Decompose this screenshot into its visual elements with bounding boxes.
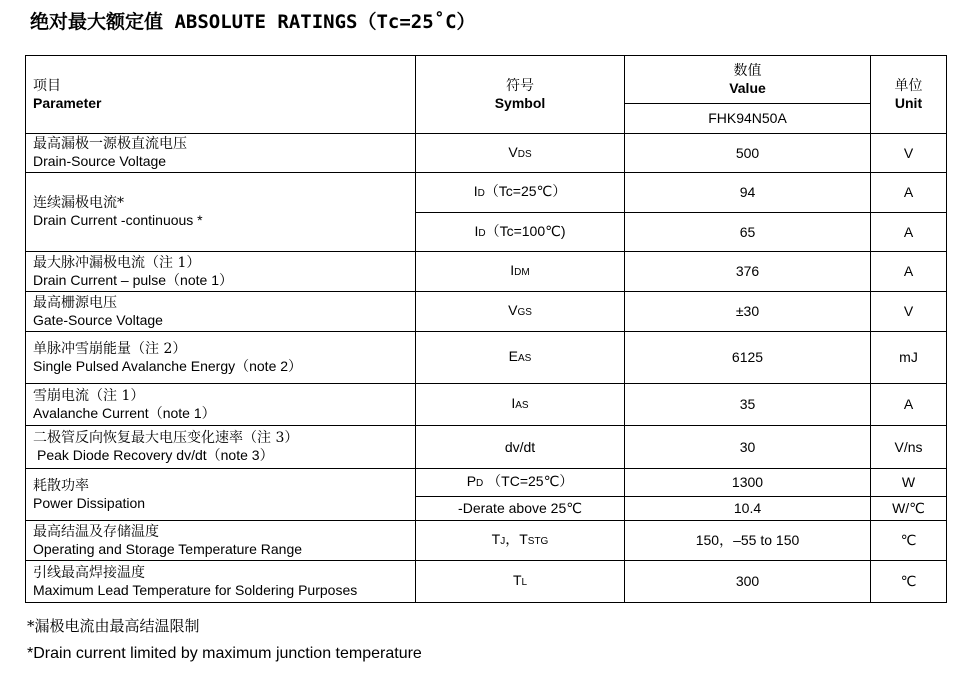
param-name-en: Drain Current -continuous * (33, 212, 203, 228)
table-row (26, 332, 947, 384)
header-value-en: Value (729, 79, 766, 96)
symbol-cell: TJ，TSTG (416, 521, 625, 561)
param-name-en: Power Dissipation (33, 494, 146, 511)
param-name-en: Drain Current – pulse（note 1） (33, 271, 233, 288)
absolute-ratings-table (25, 55, 947, 603)
param-name-en: Single Pulsed Avalanche Energy（note 2） (33, 357, 303, 374)
symbol-cell: VDS (416, 134, 625, 173)
value-cell: 376 (625, 252, 871, 292)
unit-cell: A (871, 213, 947, 252)
header-symbol-zh: 符号 (506, 77, 534, 94)
param-name-en: Maximum Lead Temperature for Soldering Purposes (33, 581, 358, 598)
param-name-zh: 连续漏极电流* (33, 195, 124, 211)
footnote-en: *Drain current limited by maximum junction temperature (27, 645, 422, 662)
param-name-zh: 雪崩电流（注 1） (33, 387, 145, 404)
symbol-cell: EAS (416, 332, 625, 384)
param-name-zh: 最高栅源电压 (33, 294, 117, 311)
symbol-cell: dv/dt (416, 426, 625, 469)
param-name-zh: 二极管反向恢复最大电压变化速率（注 3） (33, 430, 299, 446)
unit-cell: V (871, 134, 947, 173)
param-name-zh: 最大脉冲漏极电流（注 1） (33, 254, 201, 271)
value-cell: 10.4 (625, 497, 871, 521)
table-row (26, 426, 947, 469)
table-row (26, 292, 947, 332)
header-value-zh: 数值 (733, 62, 762, 79)
unit-cell: ℃ (871, 521, 947, 561)
param-name-en: Avalanche Current（note 1） (33, 404, 216, 421)
unit-cell: V/ns (871, 426, 947, 469)
header-unit-en: Unit (894, 94, 923, 111)
unit-cell: A (871, 252, 947, 292)
table-row (26, 384, 947, 426)
table-row (26, 134, 947, 173)
symbol-cell: IAS (416, 384, 625, 426)
header-symbol (416, 56, 625, 134)
table-header-row (26, 56, 947, 104)
part-number: FHK94N50A (625, 104, 871, 134)
page-title: 绝对最大额定值 ABSOLUTE RATINGS（Tc=25˚C） (30, 11, 476, 33)
header-symbol-en: Symbol (494, 94, 546, 111)
param-name-en: Peak Diode Recovery dv/dt（note 3） (37, 447, 274, 463)
unit-cell: W/℃ (871, 497, 947, 521)
symbol-cell: -Derate above 25℃ (416, 497, 625, 521)
header-parameter-en: Parameter (33, 94, 102, 111)
value-cell: 1300 (625, 469, 871, 497)
table-row (26, 561, 947, 603)
param-name-en: Operating and Storage Temperature Range (33, 540, 303, 557)
symbol-cell: IDM (416, 252, 625, 292)
header-parameter-zh: 项目 (33, 77, 61, 94)
unit-cell: W (871, 469, 947, 497)
param-name-zh: 耗散功率 (33, 477, 89, 494)
symbol-cell: ID（Tc=100℃) (416, 213, 625, 252)
value-cell: 30 (625, 426, 871, 469)
table-row (26, 521, 947, 561)
param-name-zh: 最高漏极一源极直流电压 (33, 136, 187, 152)
value-cell: 150，–55 to 150 (625, 521, 871, 561)
value-cell: 6125 (625, 332, 871, 384)
param-name-zh: 最高结温及存储温度 (33, 523, 159, 540)
unit-cell: V (871, 292, 947, 332)
value-cell: 300 (625, 561, 871, 603)
value-cell: 65 (625, 213, 871, 252)
table-row (26, 469, 947, 497)
header-value (625, 56, 871, 104)
header-unit-zh: 单位 (894, 77, 923, 94)
table-row (26, 173, 947, 213)
unit-cell: A (871, 384, 947, 426)
value-cell: ±30 (625, 292, 871, 332)
unit-cell: ℃ (871, 561, 947, 603)
unit-cell: mJ (871, 332, 947, 384)
param-name-zh: 引线最高焊接温度 (33, 564, 145, 581)
unit-cell: A (871, 173, 947, 213)
value-cell: 500 (625, 134, 871, 173)
param-name-zh: 单脉冲雪崩能量（注 2） (33, 340, 187, 357)
symbol-cell: ID（Tc=25℃） (416, 173, 625, 213)
param-name-en: Gate-Source Voltage (33, 311, 163, 328)
table-row (26, 252, 947, 292)
value-cell: 35 (625, 384, 871, 426)
footnote-zh: *漏极电流由最高结温限制 (27, 617, 200, 635)
symbol-cell: PD （TC=25℃） (416, 469, 625, 497)
param-name-en: Drain-Source Voltage (33, 153, 167, 169)
header-unit (871, 56, 947, 134)
symbol-cell: VGS (416, 292, 625, 332)
symbol-cell: TL (416, 561, 625, 603)
header-parameter (26, 56, 416, 134)
value-cell: 94 (625, 173, 871, 213)
